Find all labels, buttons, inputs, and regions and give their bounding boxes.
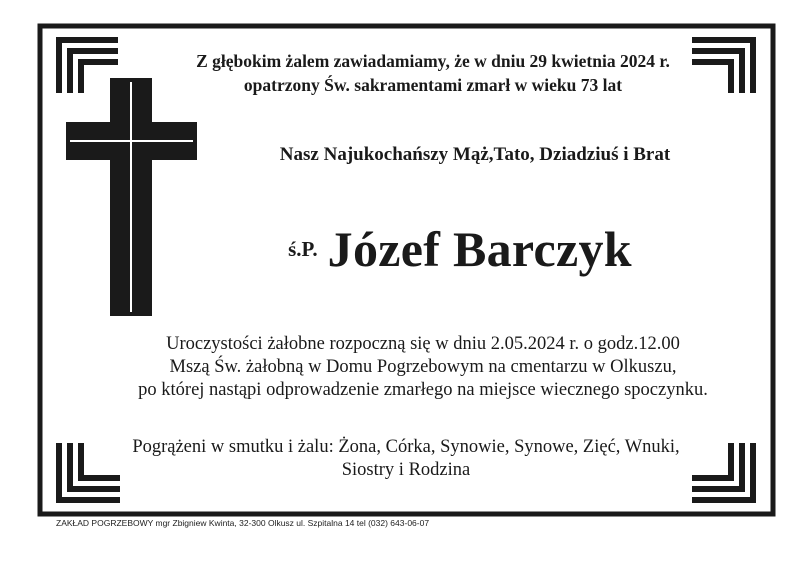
deceased-prefix: ś.P. — [288, 237, 318, 261]
announcement-line-2: opatrzony Św. sakramentami zmarł w wieku 73 lat — [243, 75, 623, 95]
funeral-home-footer: ZAKŁAD POGRZEBOWY mgr Zbigniew Kwinta, 32-300 Olkusz ul. Szpitalna 14 tel (032) 643-06-07 — [56, 518, 430, 528]
mourners-line-1: Pogrążeni w smutku i żalu: Żona, Córka, Synowie, Synowe, Zięć, Wnuki, — [132, 437, 680, 457]
deceased-name: Józef Barczyk — [327, 221, 632, 277]
deceased-name-line — [60, 220, 800, 278]
ceremony-line-3: po której nastąpi odprowadzenie zmarłego na miejsce wiecznego spoczynku. — [138, 380, 708, 400]
ceremony-line-1: Uroczystości żałobne rozpoczną się w dniu 2.05.2024 r. o godz.12.00 — [166, 334, 680, 354]
mourners-line-2: Siostry i Rodzina — [341, 460, 471, 480]
relation-line: Nasz Najukochańszy Mąż,Tato, Dziadziuś i Brat — [279, 144, 671, 165]
ceremony-line-2: Mszą Św. żałobną w Domu Pogrzebowym na cmentarzu w Olkuszu, — [169, 357, 677, 377]
cross-icon — [66, 78, 197, 316]
announcement-line-1: Z głębokim żalem zawiadamiamy, że w dniu 29 kwietnia 2024 r. — [196, 51, 670, 71]
